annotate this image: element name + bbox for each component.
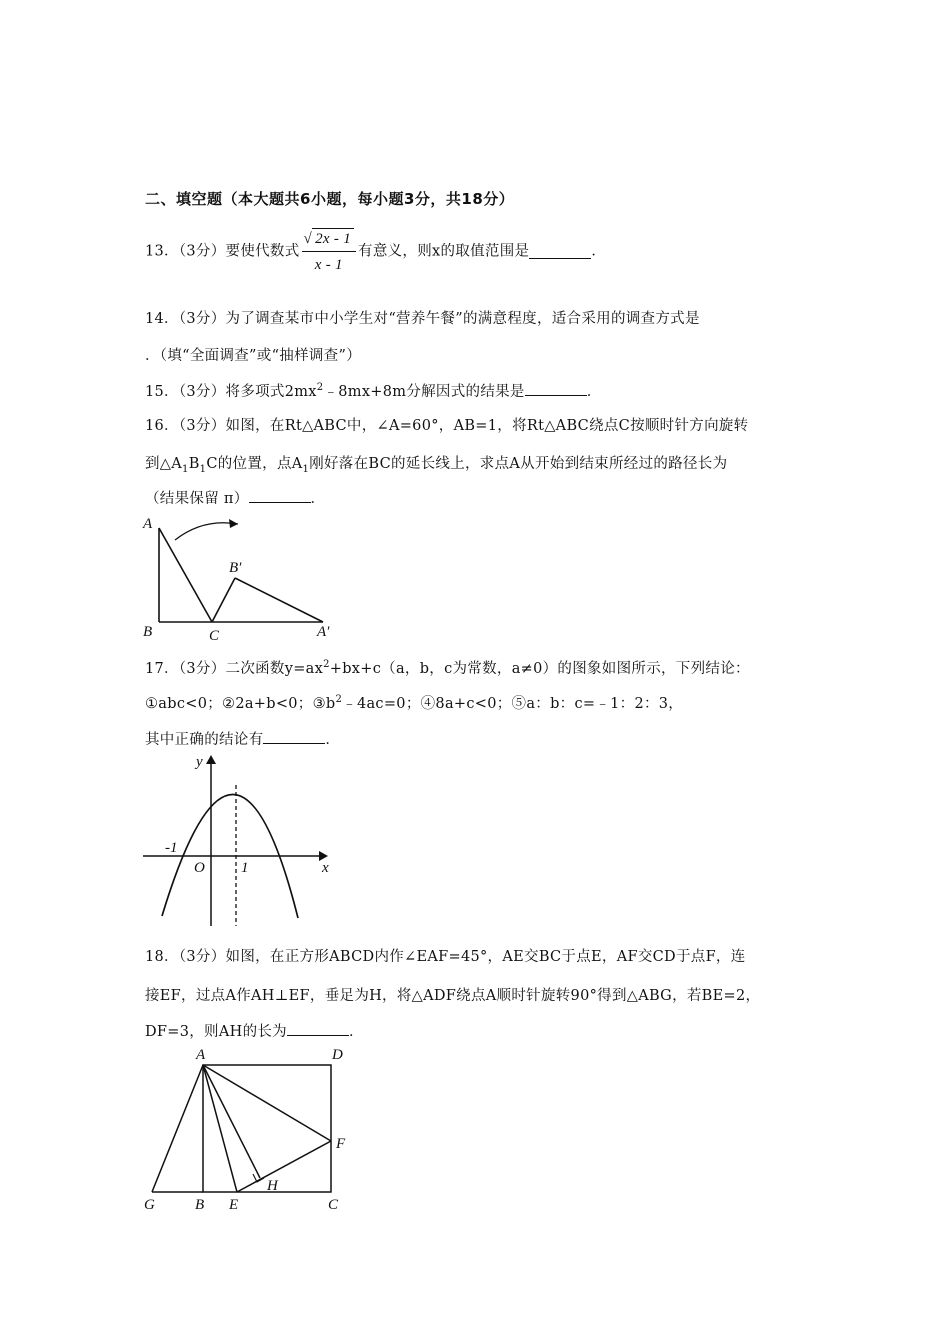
q13-root-symbol: √ [303,231,313,247]
q13-numerator: 2x - 1 [312,228,354,249]
q17-l2-b: ﹣4ac=0；④8a+c<0；⑤a：b：c=﹣1：2：3， [342,696,684,712]
section-title: 二、填空题（本大题共6小题，每小题3分，共18分） [145,190,515,208]
question-16-line2 [145,452,727,475]
question-14-line1: 14．（3分）为了调查某市中小学生对“营养午餐”的满意程度，适合采用的调查方式是 [145,311,700,327]
q15-exponent: 2 [316,382,324,394]
q18-answer-blank [287,1021,349,1036]
q16-answer-blank [249,488,311,503]
q18-label-b: B [195,1197,205,1213]
q16-l2-a: 到△A [145,456,183,472]
q18-label-d: D [332,1047,343,1063]
q16-end: ． [310,491,326,507]
question-18-line1: 18．（3分）如图，在正方形ABCD内作∠EAF=45°，AE交BC于点E，AF交CD于点F，连 [145,949,746,965]
q17-label-one: 1 [241,860,249,876]
q18-label-f: F [336,1136,346,1152]
q16-l3: （结果保留 π） [145,491,249,507]
q17-l3: 其中正确的结论有 [145,732,264,748]
question-15 [145,380,602,401]
q13-answer-blank [529,244,591,259]
q16-segment-bpap [235,578,323,622]
q13-denominator: x - 1 [302,251,357,275]
q18-label-g: G [144,1197,155,1213]
q15-answer-blank [525,381,587,396]
q15-end: ． [586,384,602,400]
q17-label-o: O [194,860,205,876]
question-13 [145,228,606,275]
q15-suffix: ﹣8mx+8m分解因式的结果是 [323,384,525,400]
q16-label-aprime: A′ [317,624,330,640]
q17-l2-exp: 2 [335,694,343,706]
q16-l2-c: C的位置，点A [206,456,303,472]
q13-fraction [302,228,357,275]
question-18-line2: 接EF，过点A作AH⊥EF，垂足为H，将△ADF绕点A顺时针旋转90°得到△ABG，若BE=2， [145,988,761,1004]
q16-sub2: 1 [199,463,207,475]
question-18-line3 [145,1020,364,1041]
question-16-line1: 16．（3分）如图，在Rt△ABC中，∠A=60°，AB=1，将Rt△ABC绕点C按顺时针方向旋转 [145,418,749,434]
q16-l2-d: 刚好落在BC的延长线上，求点A从开始到结束所经过的路径长为 [309,456,728,472]
q16-sub3: 1 [302,463,310,475]
q17-label-x: x [322,860,329,876]
q17-l1-exp: 2 [323,659,330,671]
q15-prefix: 15．（3分）将多项式2mx [145,384,317,400]
q16-label-b: B [143,624,153,640]
q17-end: ． [325,732,341,748]
q18-figure [138,1043,360,1215]
q18-label-a: A [196,1047,206,1063]
question-17-line1 [145,657,750,678]
q18-label-c: C [328,1197,339,1213]
q16-label-bprime: B′ [229,560,242,576]
question-16-line3 [145,487,325,508]
q17-answer-blank [263,729,325,744]
q18-segment-ag [152,1065,203,1192]
question-14-line2: ．（填“全面调查”或“抽样调查”） [145,348,361,364]
question-17-line3 [145,728,340,749]
q18-label-h: H [267,1178,278,1194]
q13-prefix: 13．（3分）要使代数式 [145,243,300,260]
q16-segment-cbp [212,578,235,622]
q13-suffix: 有意义，则x的取值范围是 [358,243,530,260]
q16-figure [135,510,355,645]
q16-sub1: 1 [182,463,189,475]
q18-segment-ae [203,1065,237,1192]
q16-rotation-arc [175,523,238,540]
q18-end: ． [348,1024,364,1040]
q16-l2-b: B [188,456,200,472]
question-17-line2 [145,692,683,713]
q17-l2-a: ①abc<0；②2a+b<0；③b [145,696,336,712]
q17-l1-a: 17．（3分）二次函数y=ax [145,661,324,677]
q18-segment-ef [237,1141,331,1192]
q16-label-a: A [143,516,153,532]
q17-l1-b: +bx+c（a，b，c为常数，a≠0）的图象如图所示，下列结论： [329,661,750,677]
q16-arrow-head [229,519,238,528]
q13-end: ． [591,243,607,260]
q16-segment-ac [159,528,212,622]
q18-l3: DF=3，则AH的长为 [145,1024,287,1040]
q17-label-neg1: -1 [165,840,178,856]
q18-label-e: E [229,1197,239,1213]
q17-label-y: y [196,754,203,770]
q16-label-c: C [209,628,220,644]
q17-figure [138,748,343,933]
q17-y-arrow [206,755,216,764]
q18-square-abcd [203,1065,331,1192]
